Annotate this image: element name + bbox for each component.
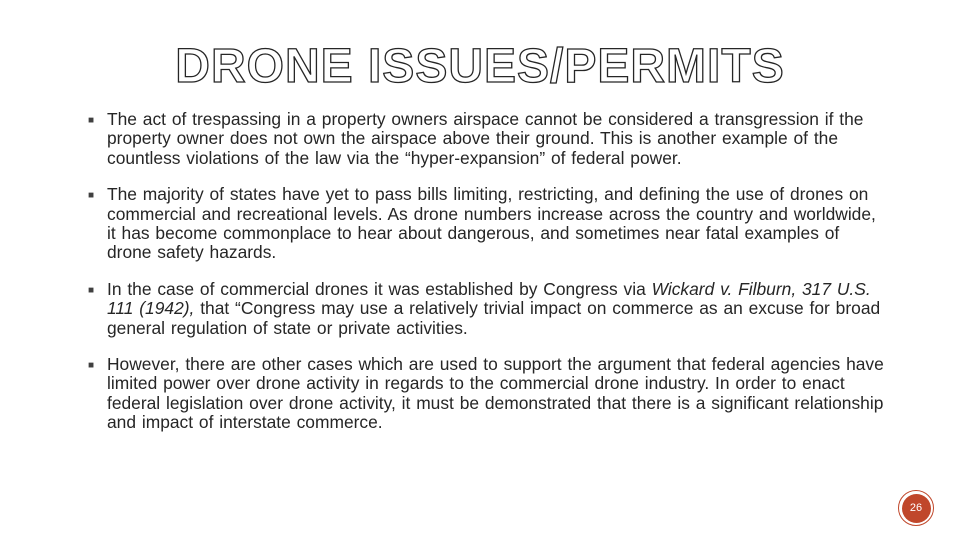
- slide-title: DRONE ISSUES/PERMITS: [175, 40, 785, 93]
- bullet-item: [86, 280, 886, 338]
- square-bullet-icon: ■: [88, 284, 95, 296]
- bullet-item: [86, 185, 886, 263]
- square-bullet-icon: ■: [88, 190, 95, 202]
- bullet-item: [86, 110, 886, 168]
- square-bullet-icon: ■: [88, 115, 95, 126]
- bullet-text-prefix: In the case of commercial drones it was established by Congress via: [107, 278, 652, 299]
- square-bullet-icon: ■: [88, 360, 95, 372]
- bullet-text: The majority of states have yet to pass bills limiting, restricting, and defining the use of drones on commercial and recreational levels. As drone numbers increase across the country and worldwide, it has become commonplace to hear about dangerous, and sometimes near fatal examples of drone safety hazards.: [107, 184, 876, 263]
- page-number: 26: [902, 494, 931, 523]
- case-citation: Wickard v. Filburn, 317 U.S. 111 (1942),: [107, 278, 871, 319]
- bullet-list: [86, 110, 886, 450]
- bullet-item: [86, 355, 886, 433]
- page-number-badge: [898, 490, 934, 526]
- bullet-text-suffix: that “Congress may use a relatively trivial impact on commerce as an excuse for broad general regulation of state or private activities.: [107, 298, 881, 338]
- bullet-text: However, there are other cases which are used to support the argument that federal agencies have limited power over drone activity in regards to the commercial drone industry. In order to enact federal legislation over drone activity, it must be demonstrated that there is a significant relationship and impact of interstate commerce.: [107, 354, 884, 433]
- bullet-text: The act of trespassing in a property owners airspace cannot be considered a transgression if the property owner does not own the airspace above their ground. This is another example of the countless violations of the law via the “hyper-expansion” of federal power.: [107, 109, 864, 168]
- bullet-text: [107, 279, 880, 338]
